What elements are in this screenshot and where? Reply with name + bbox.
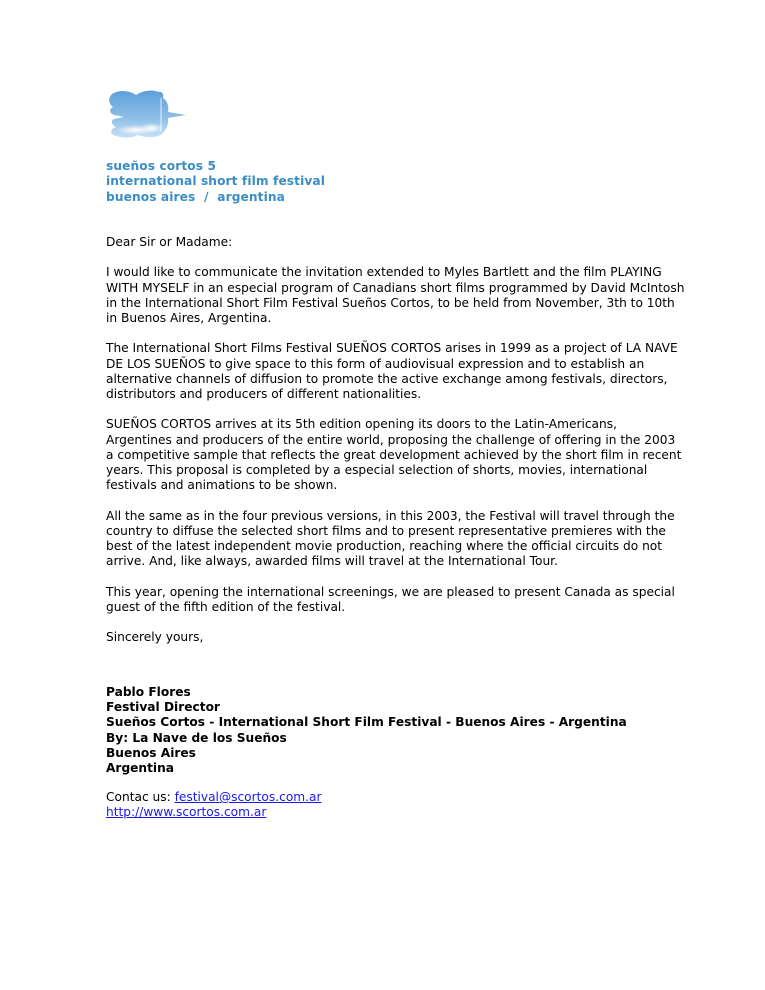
heading-line-title: sueños cortos 5 (106, 159, 217, 173)
signature-country: Argentina (106, 761, 175, 776)
heading-line-subtitle: international short film festival (106, 174, 326, 189)
signature-city: Buenos Aires (106, 745, 196, 760)
heading-line-location: buenos aires / argentina (106, 189, 285, 204)
signature-block (106, 685, 627, 776)
paragraph-tour: All the same as in the four previous versions, in this 2003, the Festival will travel through the country to diffuse the selected short films and to present representative premieres with the best of the latest independent movie production, reaching where the official circuits do not arrive. And, like always, awarded films will travel at the International Tour. (106, 508, 675, 569)
festival-heading (106, 159, 325, 205)
signature-role: Festival Director (106, 700, 220, 715)
paragraph-edition: SUEÑOS CORTOS arrives at its 5th edition opening its doors to the Latin-Americans, Argentines and producers of the entire world, proposing the challenge of offering in the 2003 a competitive sample that reflects the great development achieved by the short film in recent years. This proposal is completed by a especial selection of shorts, movies, international festivals and animations to be shown. (106, 417, 682, 493)
signature-producer: By: La Nave de los Sueños (106, 730, 287, 745)
contact-block (106, 790, 322, 820)
contact-label: Contac us: (106, 790, 175, 804)
paragraph-guest: This year, opening the international screenings, we are pleased to present Canada as special guest of the fifth edition of the festival. (106, 584, 675, 614)
cloud-ship-logo-icon (106, 88, 188, 140)
salutation: Dear Sir or Madame: (106, 235, 233, 249)
website-link[interactable]: http://www.scortos.com.ar (106, 805, 267, 820)
paragraph-invitation: I would like to communicate the invitation extended to Myles Bartlett and the film PLAYING WITH MYSELF in an especial program of Canadians short films programmed by David McIntosh in the International Short Film Festival Sueños Cortos, to be held from November, 3th to 10th in Buenos Aires, Argentina. (106, 265, 685, 325)
letter-body (106, 235, 686, 661)
signature-name: Pablo Flores (106, 685, 191, 699)
email-link[interactable]: festival@scortos.com.ar (174, 790, 322, 804)
signature-organization: Sueños Cortos - International Short Film Festival - Buenos Aires - Argentina (106, 715, 627, 730)
paragraph-history: The International Short Films Festival SUEÑOS CORTOS arises in 1999 as a project of LA NAVE DE LOS SUEÑOS to give space to this form of audiovisual expression and to establish an alternative channels of diffusion to promote the active exchange among festivals, directors, distributors and producers of different nationalities. (106, 341, 678, 401)
closing: Sincerely yours, (106, 630, 204, 645)
festival-logo (106, 88, 188, 140)
